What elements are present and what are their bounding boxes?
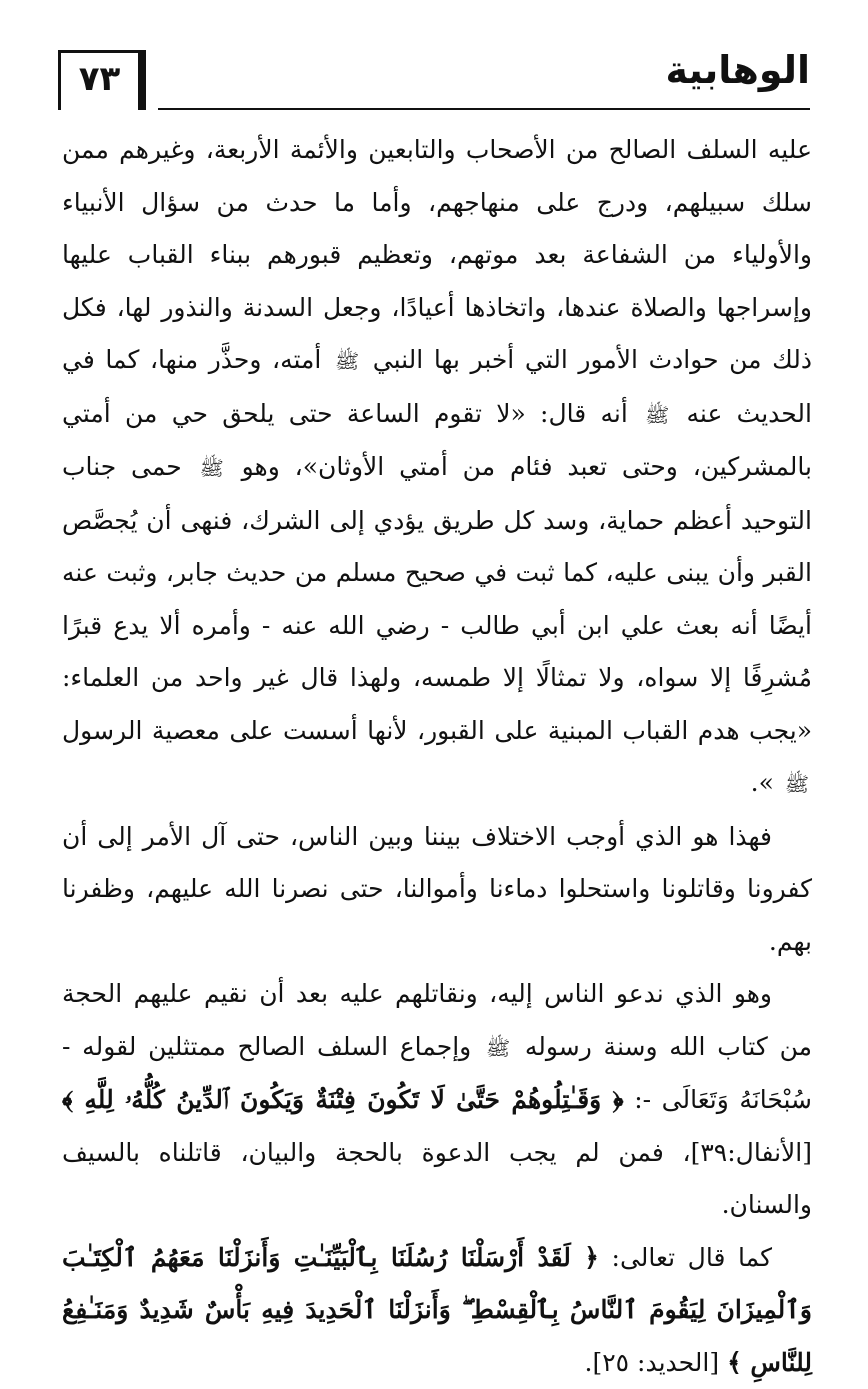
paragraph <box>62 968 812 1232</box>
honorific-phrase: ﷺ <box>642 403 672 427</box>
paragraph <box>62 1232 812 1389</box>
paragraph-text: ». <box>751 768 782 797</box>
paragraph-text: فهذا هو الذي أوجب الاختلاف بيننا وبين الناس، حتى آل الأمر إلى أن كفرونا وقاتلونا واستحلوا دماءنا وأموالنا، حتى نصرنا الله عليهم، وظفرنا بهم. <box>62 822 812 956</box>
paragraph <box>62 811 812 969</box>
paragraph-text: وإجماع السلف الصالح ممتثلين لقوله - سُبْحَانَهُ وَتَعَالَى -: <box>62 1032 812 1115</box>
quran-verse: ﴿ لَقَدْ أَرْسَلْنَا رُسُلَنَا بِٱلْبَيِّنَـٰتِ وَأَنزَلْنَا مَعَهُمُ ٱلْكِتَـٰبَ وَٱلْمِيزَانَ لِيَقُومَ ٱلنَّاسُ بِٱلْقِسْطِ ۖ وَأَنزَلْنَا ٱلْحَدِيدَ فِيهِ بَأْسٌ شَدِيدٌ وَمَنَـٰفِعُ لِلنَّاسِ ﴾ <box>62 1243 812 1377</box>
body-text <box>62 124 812 1389</box>
paragraph-text: أنه قال: «لا تقوم الساعة حتى يلحق حي من أمتي بالمشركين، وحتى تعبد فئام من أمتي الأوثان»، وهو <box>62 399 812 482</box>
paragraph-text: أمته، وحذَّر منها، كما في الحديث عنه <box>62 345 812 428</box>
paragraph-text: وهو الذي ندعو الناس إليه، ونقاتلهم عليه بعد أن نقيم عليهم الحجة من كتاب الله وسنة رسوله <box>62 979 812 1061</box>
quran-verse: ﴿ وَقَـٰتِلُوهُمْ حَتَّىٰ لَا تَكُونَ فِتْنَةٌ وَيَكُونَ ٱلدِّينُ كُلُّهُۥ لِلَّهِ ﴾ <box>62 1085 624 1114</box>
honorific-phrase: ﷺ <box>782 772 812 796</box>
paragraph-text: كما قال تعالى: <box>599 1243 772 1272</box>
honorific-phrase: ﷺ <box>197 456 227 480</box>
running-title: الوهابية <box>665 48 810 92</box>
honorific-phrase: ﷺ <box>332 349 362 373</box>
header-rule <box>158 108 810 110</box>
paragraph-text: حمى جناب التوحيد أعظم حماية، وسد كل طريق يؤدي إلى الشرك، فنهى أن يُجصَّص القبر وأن يبنى عليه، كما ثبت في صحيح مسلم من حديث جابر، وثبت عنه أيضًا أنه بعث علي ابن أبي طالب - رضي الله عنه - وأمره ألا يدع قبرًا مُشرِفًا إلا سواه، ولا تمثالًا إلا طمسه، ولهذا قال غير واحد من العلماء: «يجب هدم القباب المبنية على القبور، لأنها أسست على معصية الرسول <box>62 452 812 745</box>
paragraph <box>62 124 812 811</box>
honorific-phrase: ﷺ <box>483 1036 513 1060</box>
paragraph-text: [الأنفال:٣٩]، فمن لم يجب الدعوة بالحجة والبيان، قاتلناه بالسيف والسنان. <box>62 1138 812 1220</box>
page-number-box <box>58 50 146 110</box>
paragraph-text: عليه السلف الصالح من الأصحاب والتابعين والأئمة الأربعة، وغيرهم ممن سلك سبيلهم، ودرج على منهاجهم، وأما ما حدث من سؤال الأنبياء والأولياء من الشفاعة بعد موتهم، وتعظيم قبورهم ببناء القباب عليها وإسراجها والصلاة عندها، واتخاذها أعيادًا، وجعل السدنة والنذور لها، فكل ذلك من حوادث الأمور التي أخبر بها النبي <box>62 135 812 374</box>
page-number: ٧٣ <box>61 59 138 99</box>
paragraph-text: [الحديد: ٢٥]. <box>585 1348 728 1377</box>
page-header <box>58 42 810 112</box>
